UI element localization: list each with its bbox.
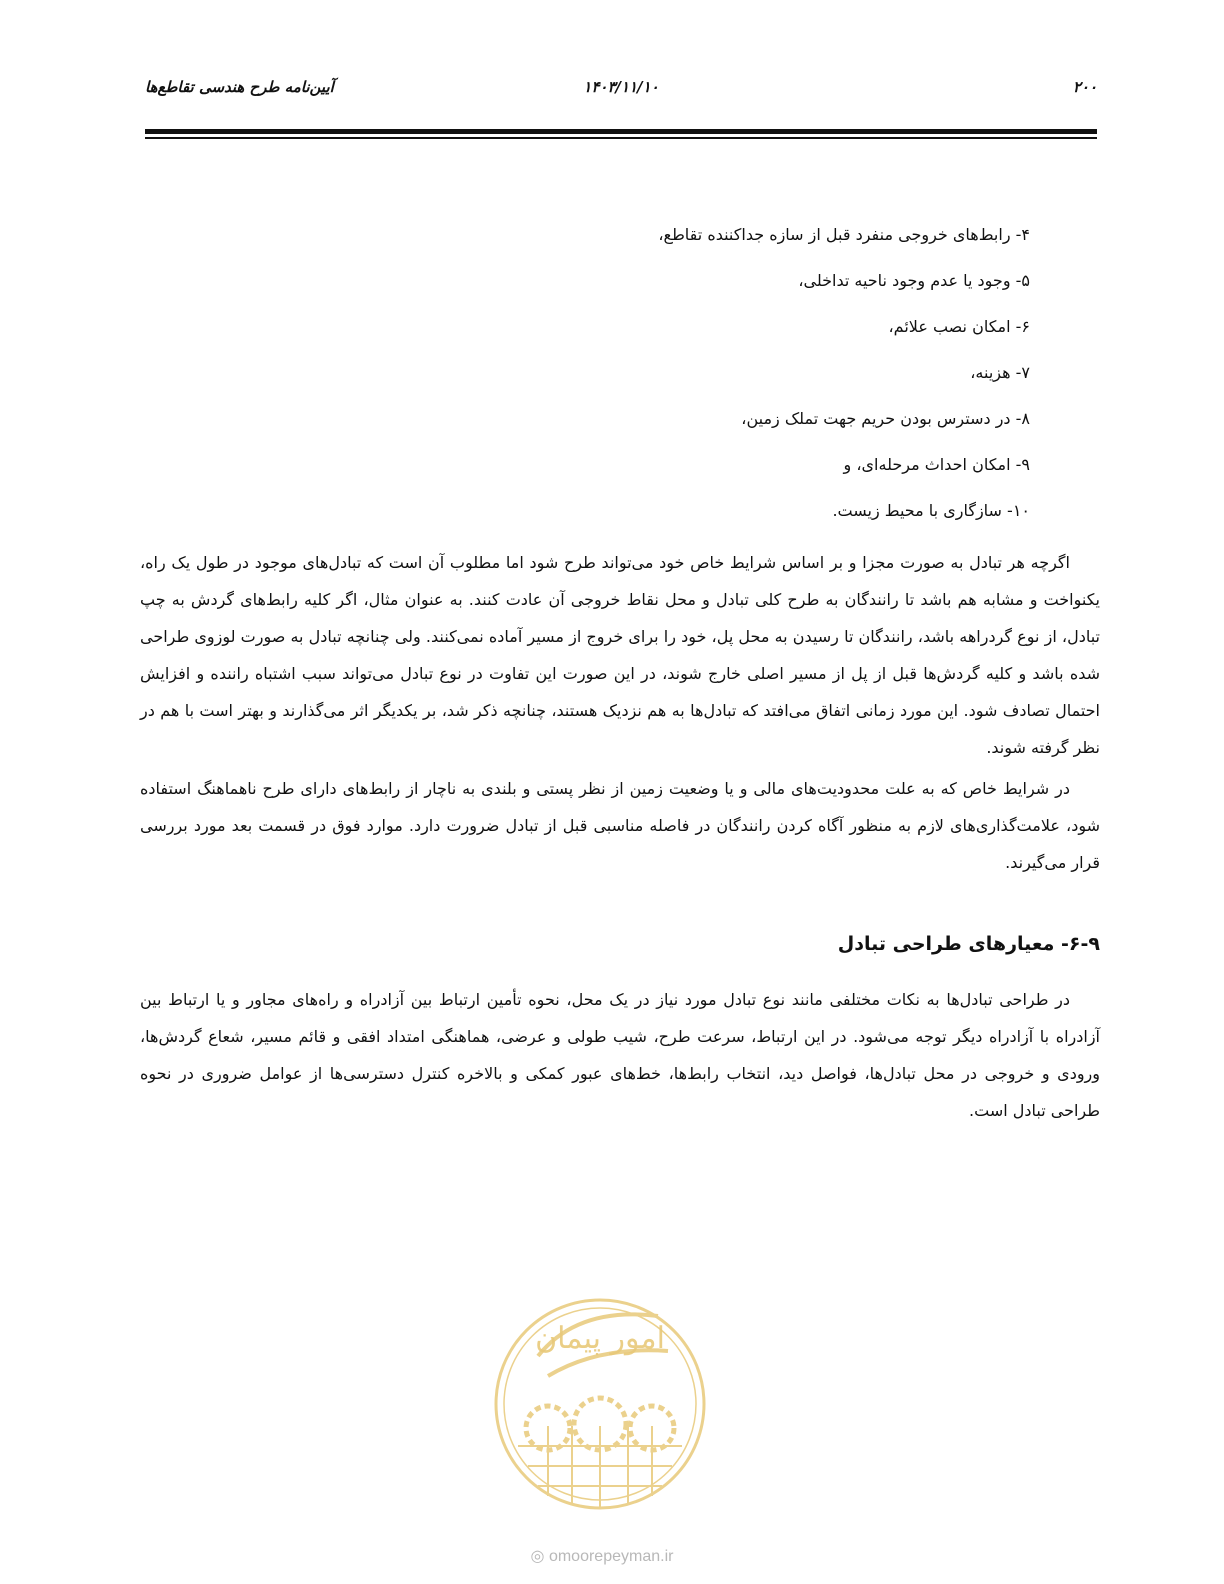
page-number: ۲۰۰ xyxy=(1072,78,1097,96)
body-paragraph: اگرچه هر تبادل به صورت مجزا و بر اساس شرایط خاص خود می‌تواند طرح شود اما مطلوب آن است که تبادل‌های موجود در طول یک راه، یکنواخت و مشابه هم باشد تا رانندگان به طرح کلی تبادل و محل نقاط خروجی آن عادت کنند. به عنوان مثال، اگر کلیه رابط‌های گردش به چپ تبادل، از نوع گردراهه باشد، رانندگان تا رسیدن به محل پل، خود را برای خروج از مسیر آماده نمی‌کنند. ولی چنانچه تبادل به صورت لوزوی طراحی شده باشد و کلیه گردش‌ها قبل از پل از مسیر اصلی خارج شوند، در این صورت این تفاوت در نوع تبادل می‌تواند سبب اشتباه راننده و افزایش احتمال تصادف شود. این مورد زمانی اتفاق می‌افتد که تبادل‌ها به هم نزدیک هستند، چنانچه ذکر شد، بر یکدیگر اثر می‌گذارند و بهتر است با هم در نظر گرفته شوند. xyxy=(140,553,1100,757)
watermark-logo-text: امور پیمان xyxy=(535,1321,665,1356)
list-item: ۴- رابط‌های خروجی منفرد قبل از سازه جداکننده تقاطع، xyxy=(658,225,1030,244)
watermark-url: ◎ omoorepeyman.ir xyxy=(530,1548,674,1565)
header-date: ۱۴۰۳/۱۱/۱۰ xyxy=(583,78,659,96)
list-item: ۸- در دسترس بودن حریم جهت تملک زمین، xyxy=(741,409,1030,428)
watermark-logo xyxy=(488,1276,712,1546)
list-item: ۵- وجود یا عدم وجود ناحیه تداخلی، xyxy=(798,271,1030,290)
header-rule-thin xyxy=(145,137,1097,139)
list-item: ۷- هزینه، xyxy=(970,363,1030,382)
page-header xyxy=(145,70,1097,106)
section-heading: ۶-۹- معیارهای طراحی تبادل xyxy=(837,933,1100,955)
body-paragraph: در شرایط خاص که به علت محدودیت‌های مالی و یا وضعیت زمین از نظر پستی و بلندی به ناچار از رابط‌های دارای طرح ناهماهنگ استفاده شود، علامت‌گذاری‌های لازم به منظور آگاه کردن رانندگان در فاصله مناسبی قبل از تبادل ضرورت دارد. موارد فوق در قسمت بعد مورد بررسی قرار می‌گیرند. xyxy=(140,779,1100,872)
page-content xyxy=(140,212,1100,1129)
watermark-url-text: omoorepeyman.ir xyxy=(548,1548,674,1565)
document-title: آیین‌نامه طرح هندسی تقاطع‌ها xyxy=(145,78,334,96)
header-rule-thick xyxy=(145,129,1097,134)
criteria-list xyxy=(140,212,1100,534)
section-paragraph: در طراحی تبادل‌ها به نکات مختلفی مانند نوع تبادل مورد نیاز در یک محل، نحوه تأمین ارتباط بین آزادراه و راه‌های مجاور و یا ارتباط بین آزادراه با آزادراه دیگر توجه می‌شود. در این ارتباط، سرعت طرح، شیب طولی و عرضی، هماهنگی امتداد افقی و قائم مسیر، شعاع گردش‌ها، ورودی و خروجی در محل تبادل‌ها، فواصل دید، انتخاب رابط‌ها، خط‌های عبور کمکی و بالاخره کنترل دسترسی‌ها از عوامل ضروری در نحوه طراحی تبادل است. xyxy=(140,990,1100,1120)
list-item: ۱۰- سازگاری با محیط زیست. xyxy=(832,501,1030,520)
list-item: ۶- امکان نصب علائم، xyxy=(888,317,1030,336)
list-item: ۹- امکان احداث مرحله‌ای، و xyxy=(843,455,1030,474)
